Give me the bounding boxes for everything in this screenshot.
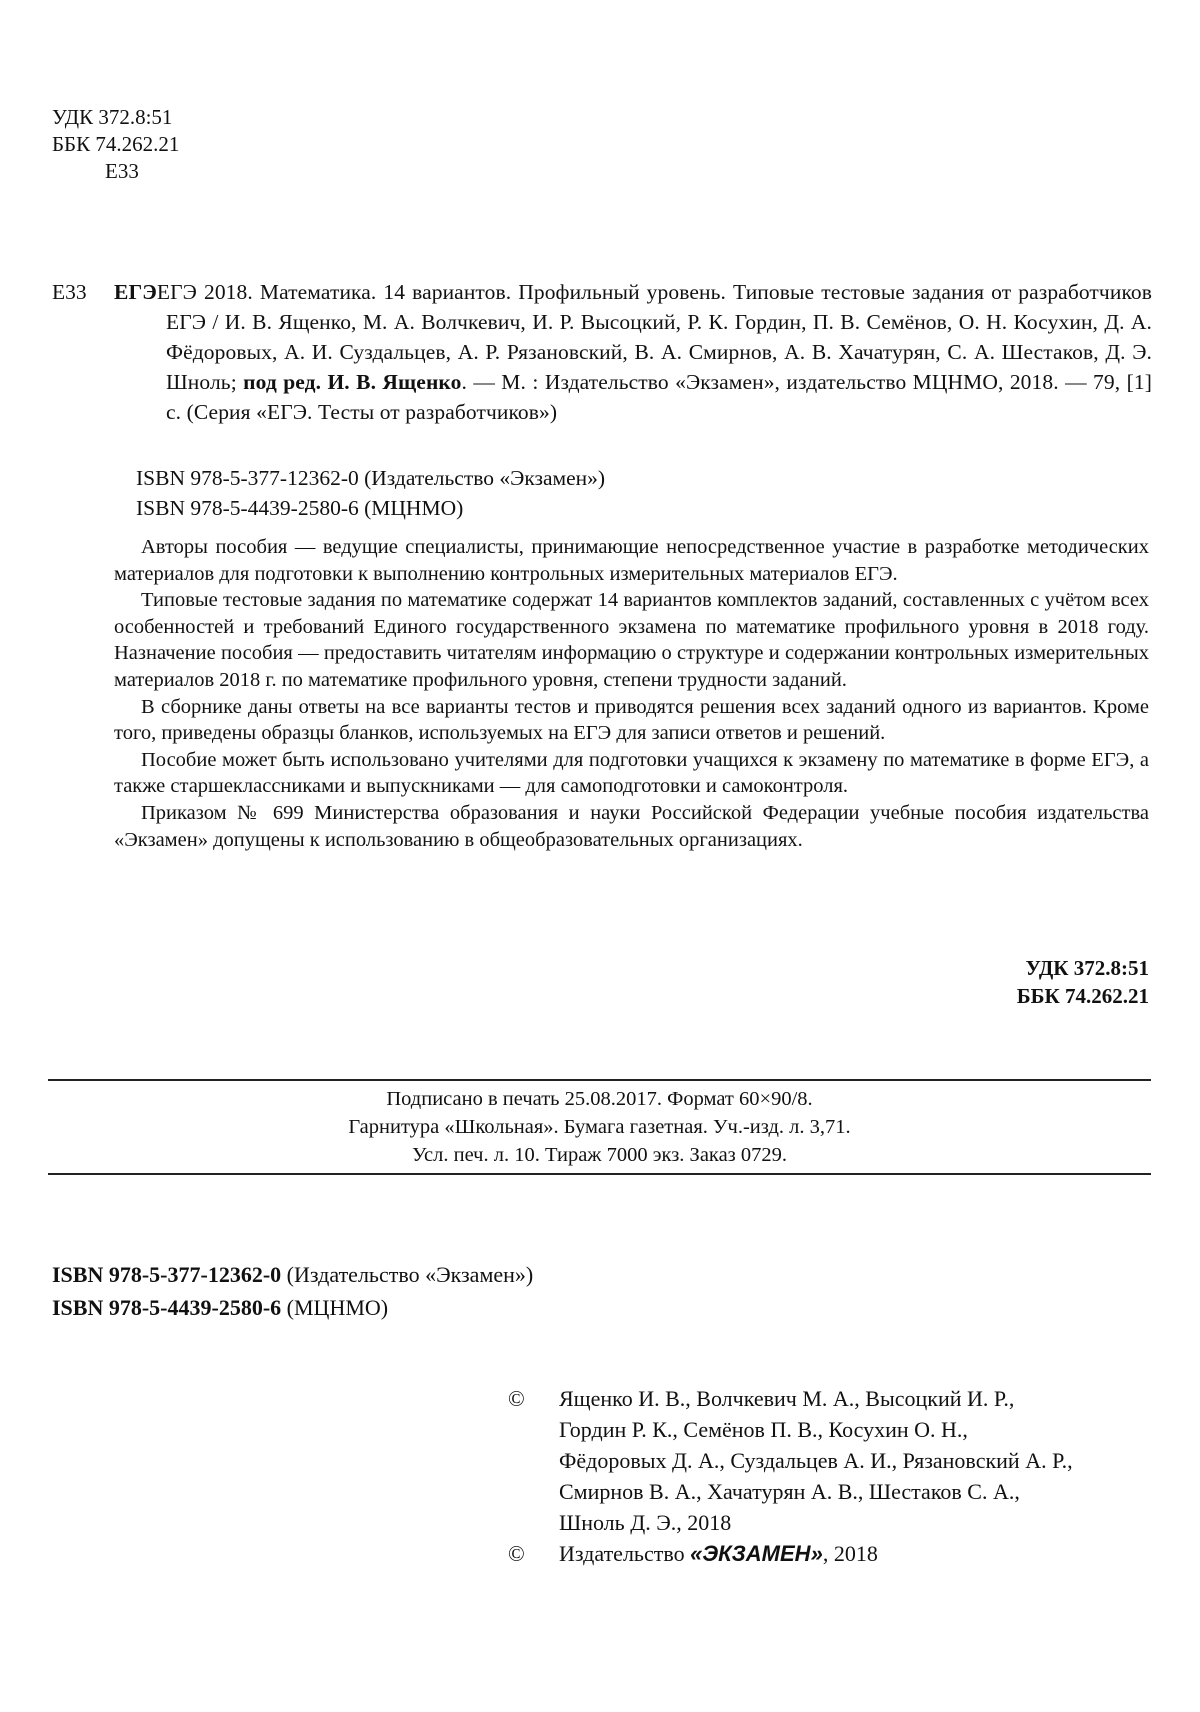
isbn-entry <box>136 463 605 523</box>
print-info-line: Подписано в печать 25.08.2017. Формат 60×90/8. <box>386 1088 813 1110</box>
udk-code-right: УДК 372.8:51 <box>1025 956 1149 980</box>
isbn-publisher: (МЦНМО) <box>286 1295 389 1320</box>
divider-bottom <box>48 1173 1151 1175</box>
catalog-description <box>114 277 1152 427</box>
isbn-publisher: (Издательство «Экзамен») <box>286 1262 534 1287</box>
publisher-year: , 2018 <box>822 1541 878 1566</box>
copyright-icon: © <box>508 1386 525 1411</box>
copyright-author-line: Ященко И. В., Волчкевич М. А., Высоцкий И. Р., <box>559 1386 1015 1411</box>
copyright-author-line: Гордин Р. К., Семёнов П. В., Косухин О. Н., <box>559 1417 968 1442</box>
isbn-line: ISBN 978-5-4439-2580-6 (МЦНМО) <box>136 496 464 520</box>
isbn-bottom-line <box>52 1291 533 1324</box>
abstract <box>114 534 1149 853</box>
author-code: Е33 <box>105 159 139 183</box>
isbn-bottom-line <box>52 1258 533 1291</box>
publisher-prefix: Издательство <box>559 1541 691 1566</box>
title-start: ЕГЭ 2018. Математика. 14 вариантов. Профильный уровень. Типовые тестовые задания от разработчиков ЕГЭ / И. В. Ященко, М. А. Волчкевич, И. Р. Высоцкий, Р. К. Гордин, П. В. Семёнов, О. Н. Косухин, Д. А. Фёдоровых, А. И. Суздальцев, А. Р. Рязановский, В. А. Смирнов, А. В. Хачатурян, С. А. Шестаков, Д. Э. Шноль; <box>156 280 1152 394</box>
copyright-author-line: Фёдоровых Д. А., Суздальцев А. И., Рязановский А. Р., <box>559 1448 1073 1473</box>
classification-right <box>900 954 1149 1010</box>
catalog-code: Е33 <box>52 280 87 304</box>
copyright <box>508 1383 1148 1569</box>
print-info <box>48 1085 1151 1169</box>
abstract-paragraph: Пособие может быть использовано учителями для подготовки учащихся к экзамену по математике в форме ЕГЭ, а также старшеклассниками и выпускниками — для самоподготовки и самоконтроля. <box>114 748 1149 798</box>
series-title: ЕГЭ <box>114 280 157 304</box>
isbn-line: ISBN 978-5-377-12362-0 (Издательство «Экзамен») <box>136 466 606 490</box>
print-info-line: Гарнитура «Школьная». Бумага газетная. Уч.-изд. л. 3,71. <box>348 1116 851 1138</box>
publisher-brand: «ЭКЗАМЕН» <box>690 1541 823 1566</box>
editor: под ред. И. В. Ященко <box>243 370 462 394</box>
copyright-author-line: Смирнов В. А., Хачатурян А. В., Шестаков С. А., <box>559 1479 1020 1504</box>
copyright-icon: © <box>508 1541 525 1566</box>
abstract-paragraph: В сборнике даны ответы на все варианты тестов и приводятся решения всех заданий одного из вариантов. Кроме того, приведены образцы бланков, используемых на ЕГЭ для записи ответов и решений. <box>114 695 1149 745</box>
bbk-code: ББК 74.262.21 <box>52 132 180 156</box>
divider-top <box>48 1079 1151 1081</box>
abstract-paragraph: Типовые тестовые задания по математике содержат 14 вариантов комплектов заданий, составленных с учётом всех особенностей и требований Единого государственного экзамена по математике профильного уровня в 2018 году. Назначение пособия — предоставить читателям информацию о структуре и содержании контрольных измерительных материалов 2018 г. по математике профильного уровня, степени трудности заданий. <box>114 589 1149 691</box>
title-end: . — М. : Издательство «Экзамен», издательство МЦНМО, 2018. — 79, [1] с. (Серия «ЕГЭ. Тесты от разработчиков») <box>166 370 1152 424</box>
copyright-authors <box>508 1383 1148 1538</box>
abstract-paragraph: Приказом № 699 Министерства образования и науки Российской Федерации учебные пособия издательства «Экзамен» допущены к использованию в общеобразовательных организациях. <box>114 801 1149 851</box>
isbn-number: ISBN 978-5-4439-2580-6 <box>52 1295 282 1320</box>
bbk-code-right: ББК 74.262.21 <box>1016 984 1149 1008</box>
catalog-entry <box>52 277 1152 427</box>
classification-codes <box>52 104 179 185</box>
print-info-line: Усл. печ. л. 10. Тираж 7000 экз. Заказ 0729. <box>411 1144 788 1166</box>
isbn-bottom <box>52 1258 533 1324</box>
isbn-number: ISBN 978-5-377-12362-0 <box>52 1262 282 1287</box>
copyright-author-line: Шноль Д. Э., 2018 <box>559 1510 732 1535</box>
copyright-publisher <box>508 1538 1148 1569</box>
udk-code: УДК 372.8:51 <box>52 105 173 129</box>
abstract-paragraph: Авторы пособия — ведущие специалисты, принимающие непосредственное участие в разработке методических материалов для подготовки к выполнению контрольных измерительных материалов ЕГЭ. <box>114 536 1149 585</box>
